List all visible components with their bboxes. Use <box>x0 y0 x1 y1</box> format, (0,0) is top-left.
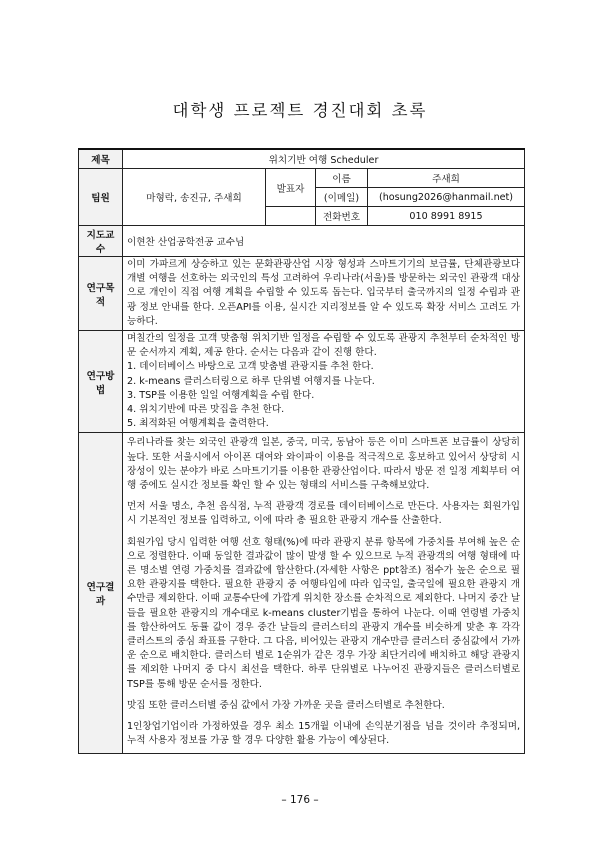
project-title: 위치기반 여행 Scheduler <box>123 149 525 169</box>
result-paragraph: 우리나라를 찾는 외국인 관광객 일본, 중국, 미국, 동남아 등은 이미 스마트폰 보급률이 상당히 높다. 또한 서울시에서 아이폰 대여와 와이파이 이용을 적극적으로 홍보하고 있어서 상당히 시장성이 있는 분야가 바로 스마트기기를 이용한 관광산업이다. 따라서 방문 전 일정 계획부터 여행 중에도 실시간 정보를 확인 할 수 있는 형태의 서비스를 구축해보았다. <box>127 437 521 492</box>
page-number: – 176 – <box>281 794 319 806</box>
result-paragraph: 회원가입 당시 입력한 여행 선호 형태(%)에 따라 관광지 분류 항목에 가중치를 부여해 높은 순으로 정렬한다. 이때 동일한 결과값이 많이 발생 할 수 있으므로 누적 관광객의 여행 형태에 따른 명소별 연령 가중치를 결과값에 합산한다.(자세한 사항은 ppt참조) 점수가 높은 순으로 필요한 관광지를 택한다. 필요한 관광지 중 여행타입에 따라 입국일, 출국일에 필요한 관광지 개수만큼 제외한다. 이때 교통수단에 가깝게 위치한 장소를 순차적으로 제외한다. 나머지 중간 날들을 필요한 관광지의 개수대로 k-means cluster기법을 통하여 나눈다. 이때 연령별 가중치를 합산하여도 동률 값이 경우 중간 날들의 클러스터의 관광지 개수를 비슷하게 맞춘 후 각각 클러스트의 중심 좌표를 구한다. 그 다음, 비어있는 관광지 개수만큼 클러스터 중심값에서 가까운 순으로 배치한다. 클러스터 별로 1순위가 같은 경우 가장 최단거리에 배치하고 해당 관광지를 제외한 나머지 중 다시 최선을 택한다. 하루 단위별로 나누어진 관광지들은 클러스터별로 TSP를 통해 방문 순서를 정한다. <box>127 536 521 690</box>
result-row <box>79 433 525 753</box>
result-label: 연구결과 <box>79 433 123 753</box>
purpose-cell <box>123 257 525 331</box>
method-row <box>79 331 525 433</box>
document-title: 대학생 프로젝트 경진대회 초록 <box>172 101 428 120</box>
advisor-row <box>79 226 525 257</box>
title-row <box>79 149 525 169</box>
presenter-name: 주새희 <box>368 169 525 188</box>
method-step: 2. k-means 클러스터링으로 하루 단위별 여행지를 나눈다. <box>127 375 375 387</box>
presenter-email: (hosung2026@hanmail.net) <box>368 188 525 207</box>
presenter-phone: 010 8991 8915 <box>368 207 525 226</box>
advisor-label: 지도교수 <box>79 226 123 257</box>
result-paragraph: 1인창업기업이라 가정하였을 경우 최소 15개월 이내에 손익분기점을 넘을 것이라 추정되며, 누적 사용자 정보를 가공 할 경우 다양한 활용 가능이 예상된다. <box>127 721 521 747</box>
abstract-table <box>78 148 525 754</box>
presenter-label: 발표자 <box>266 169 316 207</box>
result-cell <box>123 433 525 753</box>
result-paragraph: 맛집 또한 클러스터별 중심 값에서 가장 가까운 곳을 클러스터별로 추천한다. <box>127 699 445 711</box>
method-intro: 며칠간의 일정을 고객 맞춤형 위치기반 일정을 수립할 수 있도록 관광지 추천부터 순차적인 방문 순서까지 계획, 제공 한다. 순서는 다음과 같이 진행 한다. <box>127 333 521 359</box>
purpose-label: 연구목적 <box>79 257 123 331</box>
purpose-text: 이미 가파르게 상승하고 있는 문화관광산업 시장 형성과 스마트기기의 보급률, 단체관광보다 개별 여행을 선호하는 외국인의 특성 고려하여 우리나라(서울)를 방문하는 외국인 관광객 대상으로 개인이 직접 여행 계획을 수립할 수 있도록 돕는다. 입국부터 출국까지의 일정 수립과 관광 정보 안내를 한다. 오픈API를 이용, 실시간 지리정보를 알 수 있도록 확장 서비스 고려도 가능하다. <box>127 259 521 327</box>
method-steps <box>127 360 520 431</box>
email-label: (이메일) <box>316 188 368 207</box>
method-step: 1. 데이터베이스 바탕으로 고객 맞춤별 관광지를 추천 한다. <box>127 361 374 373</box>
phone-label: 전화번호 <box>316 207 368 226</box>
method-label: 연구방법 <box>79 331 123 433</box>
presenter-blank <box>266 207 316 226</box>
method-step: 3. TSP를 이용한 일일 여행계획을 수립 한다. <box>127 389 315 401</box>
advisor-value: 이현찬 산업공학전공 교수님 <box>123 226 525 257</box>
result-paragraph: 먼저 서울 명소, 추천 음식점, 누적 관광객 경로를 데이터베이스로 만든다. 사용자는 회원가입시 기본적인 정보를 입력하고, 이에 따라 총 필요한 관광지 개수를 산출한다. <box>127 501 521 527</box>
method-step: 4. 위치기반에 따른 맛집을 추천 한다. <box>127 404 285 416</box>
team-row-1 <box>79 169 525 188</box>
method-step: 5. 최적화된 여행계획을 출력한다. <box>127 418 269 430</box>
team-members: 마형락, 송진규, 주새희 <box>123 169 266 226</box>
team-label: 팀원 <box>79 169 123 226</box>
title-label: 제목 <box>79 149 123 169</box>
method-cell <box>123 331 525 433</box>
name-label: 이름 <box>316 169 368 188</box>
purpose-row <box>79 257 525 331</box>
